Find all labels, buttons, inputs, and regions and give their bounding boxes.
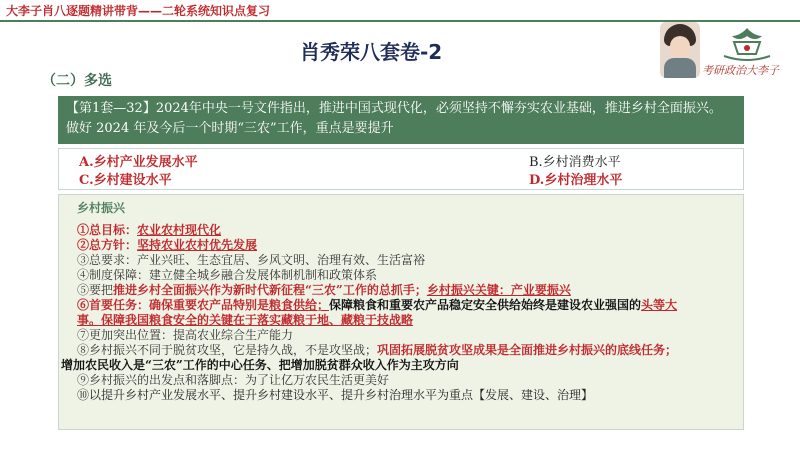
question-box bbox=[58, 96, 744, 144]
avatar bbox=[660, 22, 700, 78]
answer-line-7: 事。保障我国粮食安全的关键在于落实藏粮于地、藏粮于技战略 bbox=[77, 313, 414, 327]
answer-line-3: ③总要求：产业兴旺、生态宜居、乡风文明、治理有效、生活富裕 bbox=[77, 253, 426, 267]
answer-line-9: ⑧乡村振兴不同于脱贫攻坚，它是持久战，不是攻坚战；巩固拓展脱贫攻坚成果是全面推进乡村振兴的底线任务； bbox=[77, 343, 678, 357]
question-text: 【第1套—32】2024年中央一号文件指出，推进中国式现代化，必须坚持不懈夯实农业基础，推进乡村全面振兴。做好 2024 年及今后一个时期“三农”工作，重点是要提升 bbox=[66, 101, 722, 136]
answer-line-2: ②总方针：坚持农业农村优先发展 bbox=[77, 238, 258, 252]
answer-line-5: ⑤要把推进乡村全面振兴作为新时代新征程“三农”工作的总抓手；乡村振兴关键：产业要振兴 bbox=[77, 283, 571, 297]
answer-line-12: ⑩以提升乡村产业发展水平、提升乡村建设水平、提升乡村治理水平为重点【发展、建设、治理】 bbox=[77, 388, 594, 402]
page-title: 肖秀荣八套卷-2 bbox=[300, 40, 443, 64]
answer-line-10: 增加农民收入是“三农”工作的中心任务、把增加脱贫群众收入作为主攻方向 bbox=[61, 358, 459, 372]
answer-line-1: ①总目标：农业农村现代化 bbox=[77, 223, 222, 237]
answer-title: 乡村振兴 bbox=[77, 201, 126, 215]
seal-logo-icon bbox=[712, 24, 782, 64]
answer-line-8: ⑦更加突出位置：提高农业综合生产能力 bbox=[77, 328, 294, 342]
section-label: （二）多选 bbox=[42, 73, 112, 89]
logo-text: 考研政治大李子 bbox=[702, 64, 779, 77]
logo-area bbox=[660, 18, 800, 82]
option-d: D.乡村治理水平 bbox=[529, 173, 623, 188]
option-b: B.乡村消费水平 bbox=[529, 155, 621, 170]
answer-line-4: ④制度保障：建立健全城乡融合发展体制机制和政策体系 bbox=[77, 268, 378, 282]
options-box bbox=[58, 148, 744, 190]
answer-line-6: ⑥首要任务：确保重要农产品特别是粮食供给；保障粮食和重要农产品稳定安全供给始终是建设农业强国的头等大 bbox=[77, 298, 678, 312]
header-title: 大李子肖八逐题精讲带背——二轮系统知识点复习 bbox=[6, 4, 271, 18]
answer-line-11: ⑨乡村振兴的出发点和落脚点：为了让亿万农民生活更美好 bbox=[77, 373, 390, 387]
answer-panel bbox=[58, 194, 744, 430]
option-c: C.乡村建设水平 bbox=[79, 173, 172, 188]
option-a: A.乡村产业发展水平 bbox=[79, 155, 198, 170]
